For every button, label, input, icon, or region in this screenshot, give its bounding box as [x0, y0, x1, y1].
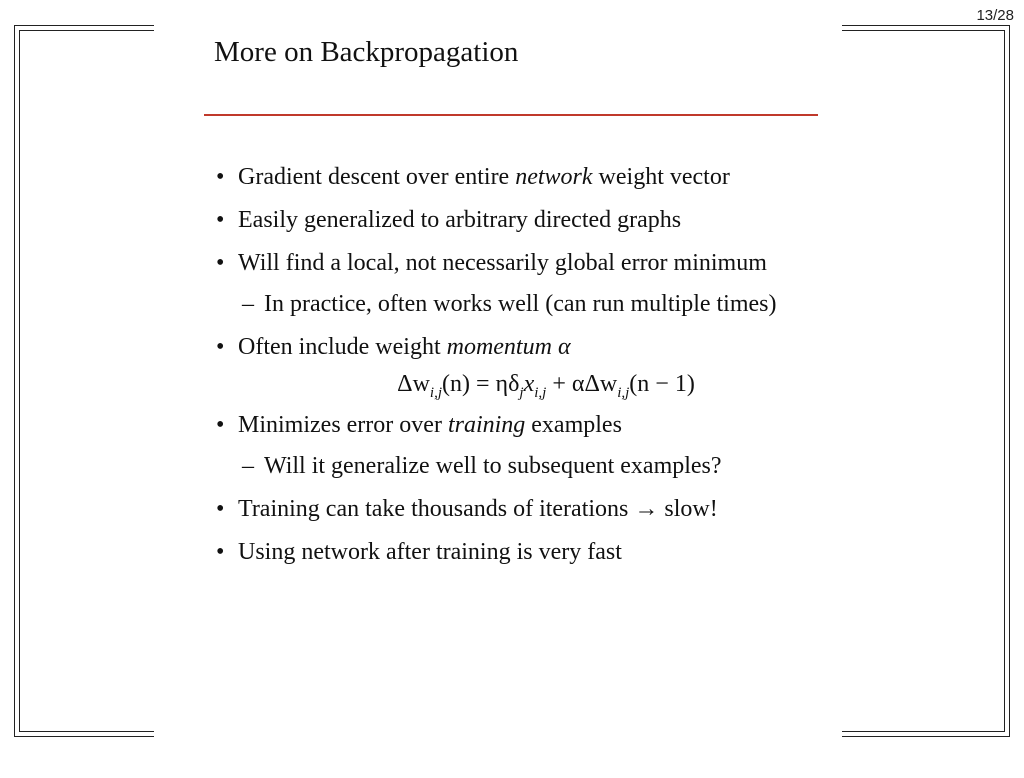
momentum-formula: $\Delta w_{i,j}(n) = \eta\delta_jx_{i,j} + \alpha\Delta w_{i,j}(n - 1)$	[397, 371, 695, 401]
bullet-list	[216, 162, 836, 580]
bullet-icon: •	[216, 412, 225, 438]
page-indicator: 13/28	[976, 7, 1014, 24]
bullet-icon: •	[216, 164, 225, 190]
bullet-icon: •	[216, 334, 225, 360]
bullet-item: • Minimizes error over training examples	[216, 410, 836, 441]
bullet-icon: •	[216, 539, 225, 565]
slide-title: More on Backpropagation	[214, 36, 519, 68]
slide	[154, 18, 842, 778]
sub-bullet-item: – In practice, often works well (can run multiple times)	[216, 289, 836, 320]
bullet-item: • Using network after training is very fast	[216, 537, 836, 568]
sub-bullet-item: – Will it generalize well to subsequent examples?	[216, 451, 836, 482]
bullet-item: • Gradient descent over entire network weight vector	[216, 162, 836, 193]
dash-icon: –	[242, 453, 254, 479]
bullet-icon: •	[216, 496, 225, 522]
bullet-item: • Easily generalized to arbitrary directed graphs	[216, 205, 836, 236]
bullet-item: • Training can take thousands of iterations → slow!	[216, 494, 836, 525]
bullet-icon: •	[216, 250, 225, 276]
bullet-icon: •	[216, 207, 225, 233]
bullet-item: • Often include weight momentum α	[216, 332, 836, 363]
bullet-item: • Will find a local, not necessarily global error minimum	[216, 248, 836, 279]
dash-icon: –	[242, 291, 254, 317]
title-divider	[204, 114, 818, 116]
